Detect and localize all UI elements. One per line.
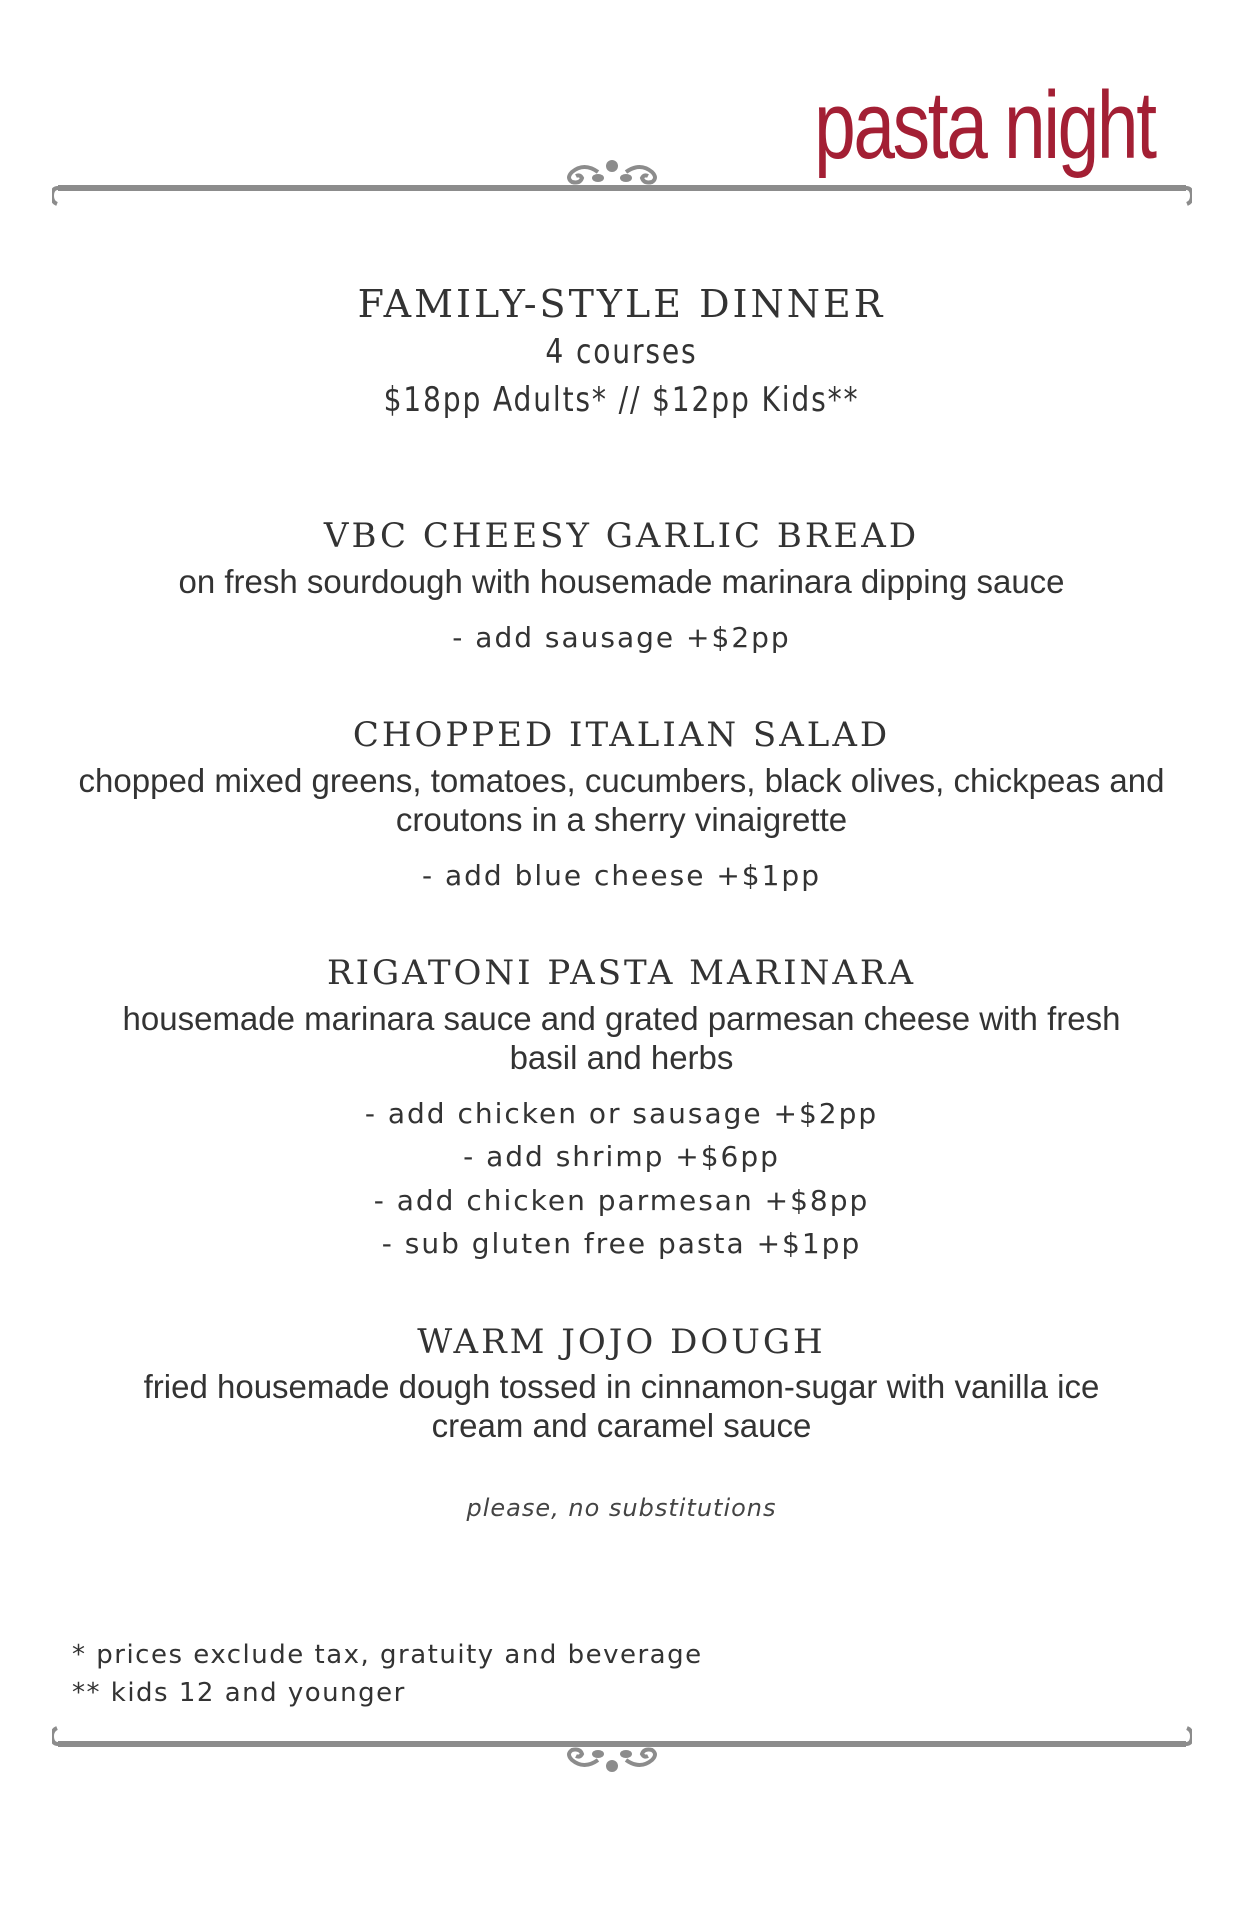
course-description: on fresh sourdough with housemade marinara dipping sauce bbox=[178, 562, 1065, 600]
course-description: fried housemade dough tossed in cinnamon-sugar with vanilla ice cream and caramel sauce bbox=[143, 1368, 1100, 1445]
addon-item: - add sausage +$2pp bbox=[452, 620, 791, 654]
course-italian-salad bbox=[0, 715, 1243, 897]
addon-item: - sub gluten free pasta +$1pp bbox=[381, 1227, 862, 1261]
bottom-ornamental-divider bbox=[52, 1722, 1192, 1782]
menu-content bbox=[0, 282, 1243, 1522]
footnote-prices: * prices exclude tax, gratuity and beverage bbox=[72, 1640, 703, 1670]
course-name: RIGATONI PASTA MARINARA bbox=[326, 953, 917, 994]
course-count: 4 courses bbox=[545, 331, 698, 372]
course-jojo-dough bbox=[0, 1322, 1243, 1447]
page-title: pasta night bbox=[814, 72, 1155, 179]
addon-item: - add blue cheese +$1pp bbox=[422, 858, 821, 892]
dinner-heading: FAMILY-STYLE DINNER bbox=[357, 282, 886, 326]
addon-item: - add chicken or sausage +$2pp bbox=[364, 1096, 879, 1130]
substitution-note: please, no substitutions bbox=[466, 1494, 777, 1523]
course-name: VBC CHEESY GARLIC BREAD bbox=[323, 516, 920, 557]
addon-item: - add chicken parmesan +$8pp bbox=[373, 1183, 870, 1217]
top-ornamental-divider bbox=[52, 150, 1192, 210]
course-name: CHOPPED ITALIAN SALAD bbox=[352, 715, 891, 756]
footnote-kids: ** kids 12 and younger bbox=[72, 1678, 406, 1709]
course-description: housemade marinara sauce and grated parmesan cheese with fresh basil and herbs bbox=[122, 1000, 1121, 1077]
course-garlic-bread bbox=[0, 516, 1243, 659]
course-rigatoni bbox=[0, 953, 1243, 1265]
course-name: WARM JOJO DOUGH bbox=[417, 1321, 826, 1362]
addon-item: - add shrimp +$6pp bbox=[463, 1140, 780, 1174]
price-line: $18pp Adults* // $12pp Kids** bbox=[383, 379, 860, 420]
course-description: chopped mixed greens, tomatoes, cucumbers, black olives, chickpeas and croutons in a sherry vinaigrette bbox=[78, 762, 1165, 838]
footnotes bbox=[72, 1636, 703, 1713]
